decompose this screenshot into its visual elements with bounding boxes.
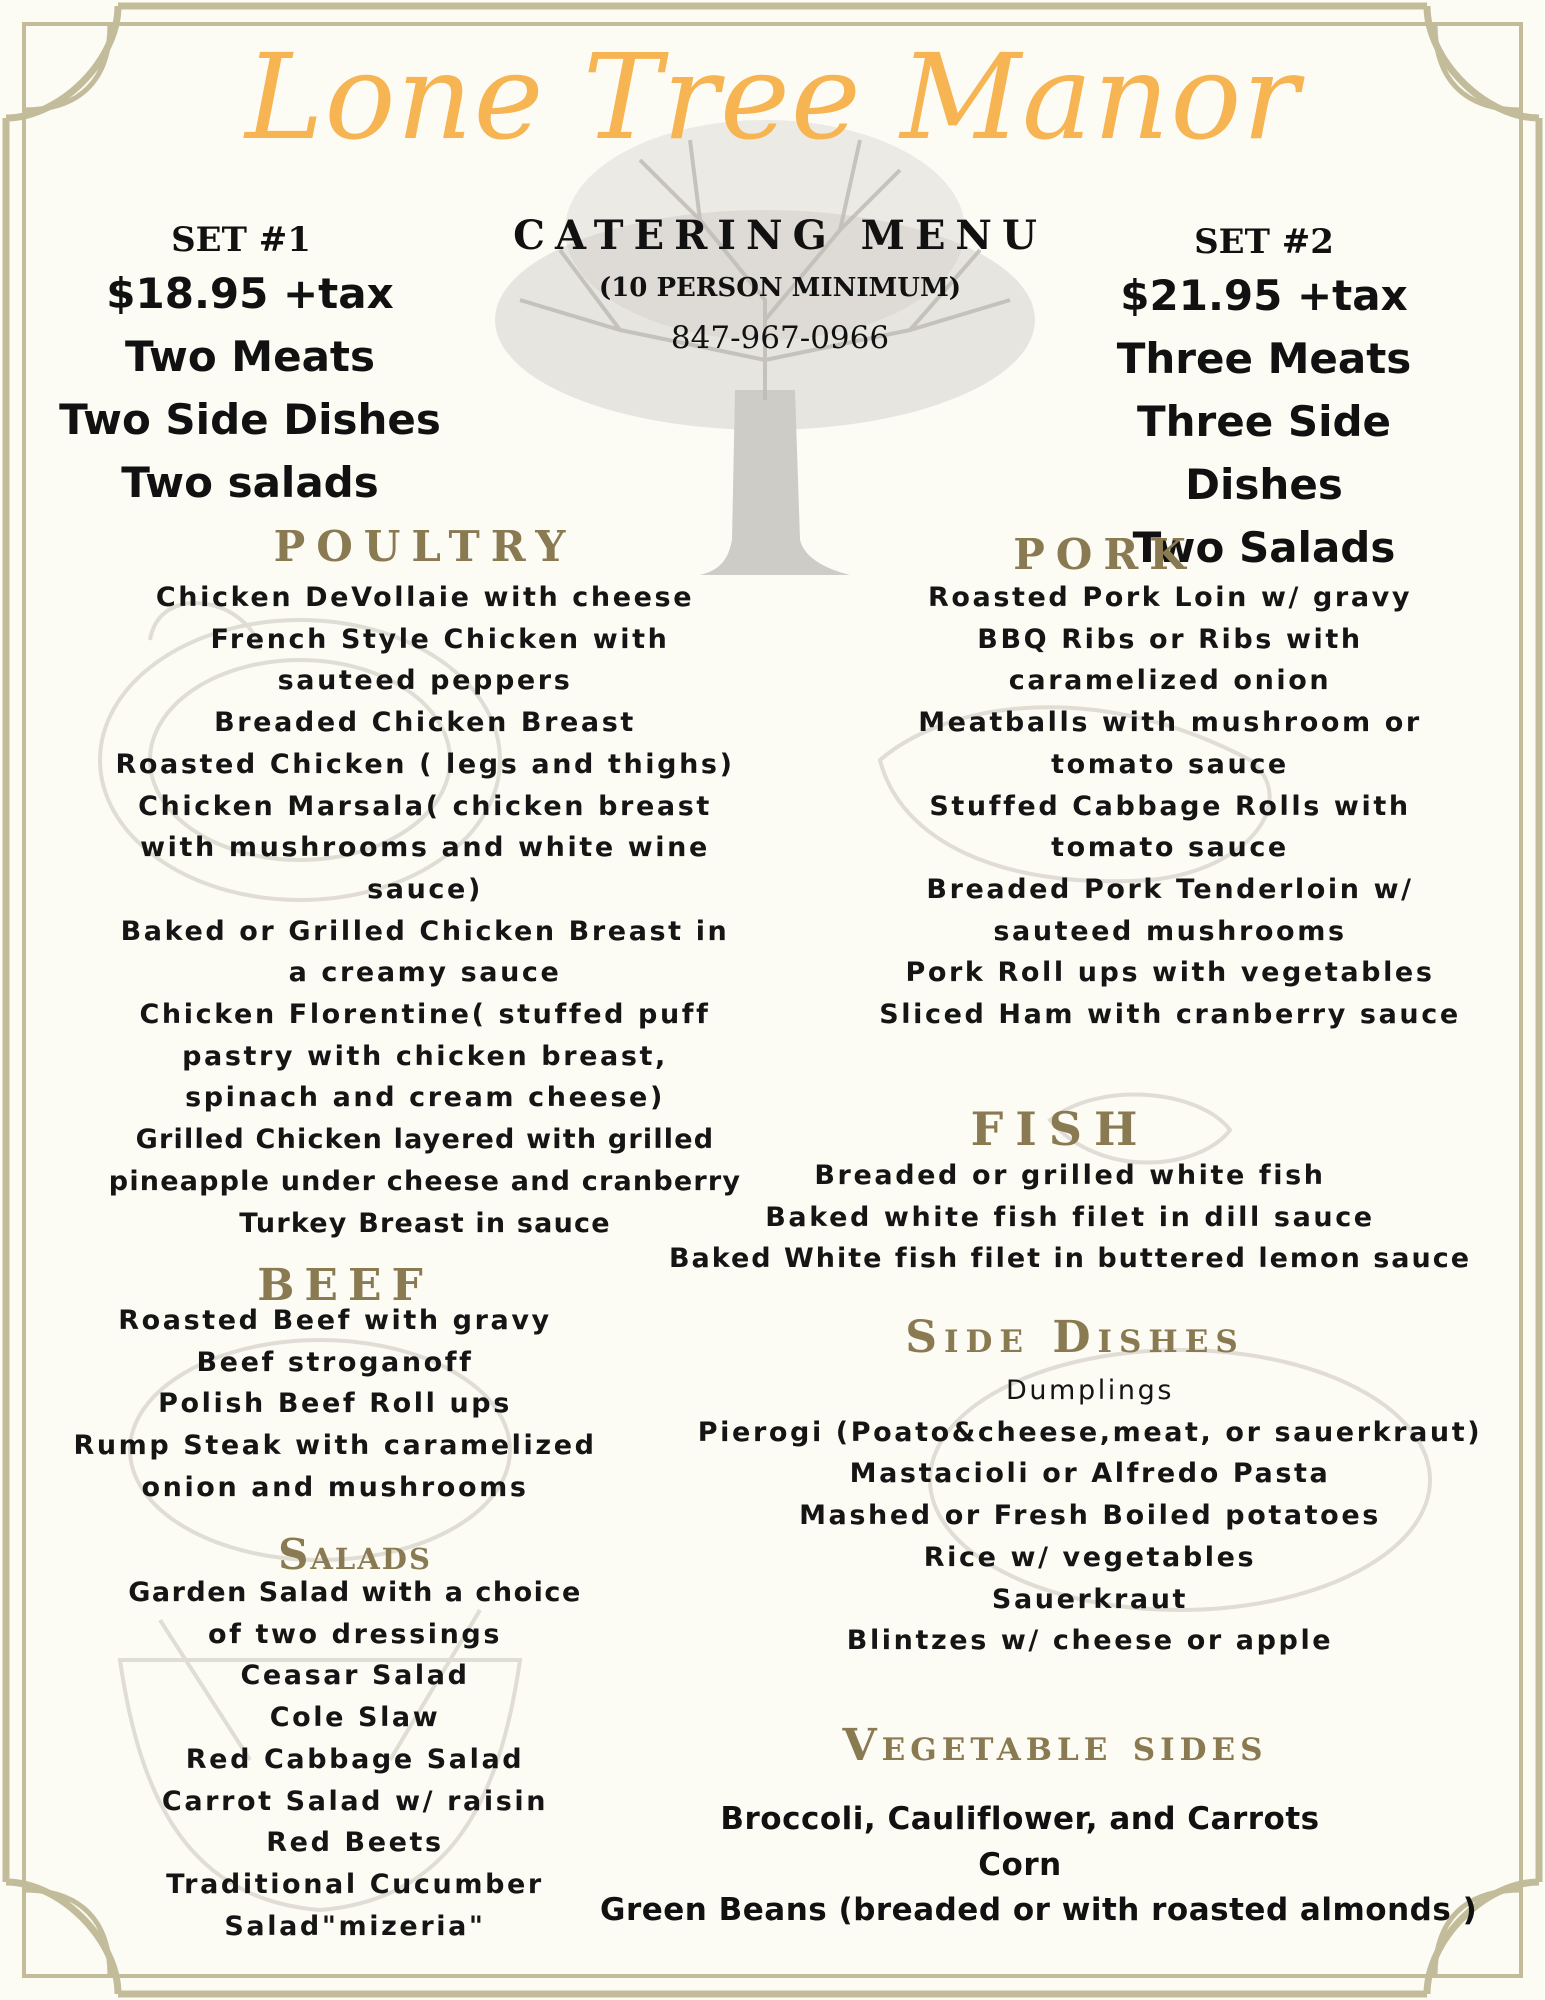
list-item: Sliced Ham with cranberry sauce xyxy=(879,999,1461,1031)
list-item: with mushrooms and white wine xyxy=(140,832,710,864)
list-item: Mashed or Fresh Boiled potatoes xyxy=(799,1500,1381,1532)
list-item: Salad"mizeria" xyxy=(224,1910,486,1942)
list-item: Corn xyxy=(978,1846,1062,1883)
list-item: Green Beans (breaded or with roasted almonds ) xyxy=(600,1892,1478,1928)
list-item: sauce) xyxy=(367,873,483,905)
catering-menu-heading: CATERING MENU xyxy=(513,212,1047,259)
beef-heading: BEEF xyxy=(257,1260,433,1311)
set-2-label: SET #2 xyxy=(1194,222,1334,262)
list-item: Baked White fish filet in buttered lemon sauce xyxy=(668,1243,1472,1275)
list-item: Rump Steak with caramelized xyxy=(73,1430,597,1462)
list-item: onion and mushrooms xyxy=(141,1471,529,1503)
set-1-price: $18.95 +tax xyxy=(106,269,394,318)
list-item: Roasted Pork Loin w/ gravy xyxy=(927,582,1413,613)
list-item: Pork Roll ups with vegetables xyxy=(905,957,1435,989)
list-item: Dumplings xyxy=(1005,1375,1175,1406)
list-item: Polish Beef Roll ups xyxy=(158,1388,512,1420)
list-item: Sauerkraut xyxy=(991,1583,1189,1615)
set-2-line: Three Meats xyxy=(1116,334,1412,383)
list-item: Pierogi (Poato&cheese,meat, or sauerkraut) xyxy=(697,1416,1483,1448)
fish-heading: FISH xyxy=(970,1102,1150,1156)
fish-list xyxy=(640,1155,1500,1280)
list-item: Chicken Florentine( stuffed puff xyxy=(139,999,711,1031)
list-item: BBQ Ribs or Ribs with xyxy=(977,623,1363,655)
list-item: pastry with chicken breast, xyxy=(182,1040,668,1072)
list-item: sauteed peppers xyxy=(277,665,573,697)
list-item: Baked white fish filet in dill sauce xyxy=(765,1201,1375,1233)
salads-list xyxy=(110,1572,600,1947)
vegetable-sides-list xyxy=(600,1797,1478,1934)
pork-heading: PORK xyxy=(1013,530,1197,579)
list-item: Blintzes w/ cheese or apple xyxy=(846,1625,1334,1657)
list-item: Roasted Chicken ( legs and thighs) xyxy=(115,748,735,780)
set-1-line: Two Meats xyxy=(124,332,375,381)
phone-number: 847-967-0966 xyxy=(670,320,890,356)
set-1-line: Two Side Dishes xyxy=(59,395,441,444)
list-item: Ceasar Salad xyxy=(240,1660,470,1692)
list-item: Baked or Grilled Chicken Breast in xyxy=(120,915,730,947)
list-item: Garden Salad with a choice xyxy=(128,1577,582,1608)
list-item: tomato sauce xyxy=(1051,832,1289,864)
side-dishes-heading: Side Dishes xyxy=(905,1312,1245,1363)
list-item: of two dressings xyxy=(207,1618,503,1650)
list-item: Chicken Marsala( chicken breast xyxy=(138,790,712,822)
set-1-panel xyxy=(50,218,450,514)
poultry-list xyxy=(80,577,770,1244)
list-item: Cole Slaw xyxy=(269,1702,441,1734)
list-item: Breaded Chicken Breast xyxy=(214,707,636,739)
list-item: Stuffed Cabbage Rolls with xyxy=(929,790,1411,822)
list-item: pineapple under cheese and cranberry xyxy=(108,1165,742,1197)
list-item: Mastacioli or Alfredo Pasta xyxy=(849,1458,1331,1490)
vegetable-sides-heading: Vegetable sides xyxy=(842,1720,1268,1771)
list-item: Chicken DeVollaie with cheese xyxy=(155,582,695,613)
list-item: Traditional Cucumber xyxy=(166,1868,544,1900)
list-item: Red Cabbage Salad xyxy=(185,1743,525,1775)
poultry-heading: POULTRY xyxy=(273,522,577,571)
list-item: Turkey Breast in sauce xyxy=(239,1207,611,1239)
list-item: a creamy sauce xyxy=(288,957,562,989)
list-item: spinach and cream cheese) xyxy=(185,1082,665,1114)
pork-list xyxy=(840,577,1500,1036)
set-2-price: $21.95 +tax xyxy=(1120,271,1408,320)
set-1-label: SET #1 xyxy=(171,220,311,260)
beef-list xyxy=(60,1300,610,1509)
set-2-line: Two Salads xyxy=(1132,523,1396,572)
list-item: Breaded Pork Tenderloin w/ xyxy=(926,873,1414,905)
list-item: tomato sauce xyxy=(1051,748,1289,780)
restaurant-title: Lone Tree Manor xyxy=(245,28,1300,166)
list-item: Broccoli, Cauliflower, and Carrots xyxy=(720,1801,1320,1837)
list-item: Meatballs with mushroom or xyxy=(918,707,1422,739)
set-2-line: Three Side Dishes xyxy=(1136,397,1392,509)
list-item: Grilled Chicken layered with grilled xyxy=(135,1124,715,1156)
side-dishes-list xyxy=(680,1370,1500,1662)
list-item: Rice w/ vegetables xyxy=(923,1541,1257,1573)
list-item: Roasted Beef with gravy xyxy=(118,1305,552,1336)
list-item: French Style Chicken with xyxy=(210,623,670,655)
list-item: Breaded or grilled white fish xyxy=(814,1160,1326,1191)
set-2-panel xyxy=(1064,220,1464,579)
list-item: Beef stroganoff xyxy=(196,1346,474,1378)
list-item: caramelized onion xyxy=(1008,665,1332,697)
list-item: sauteed mushrooms xyxy=(993,915,1347,947)
set-1-line: Two salads xyxy=(121,458,379,507)
salads-heading: Salads xyxy=(278,1530,432,1579)
list-item: Carrot Salad w/ raisin xyxy=(161,1785,549,1817)
minimum-note: (10 PERSON MINIMUM) xyxy=(598,273,962,303)
list-item: Red Beets xyxy=(266,1827,444,1859)
